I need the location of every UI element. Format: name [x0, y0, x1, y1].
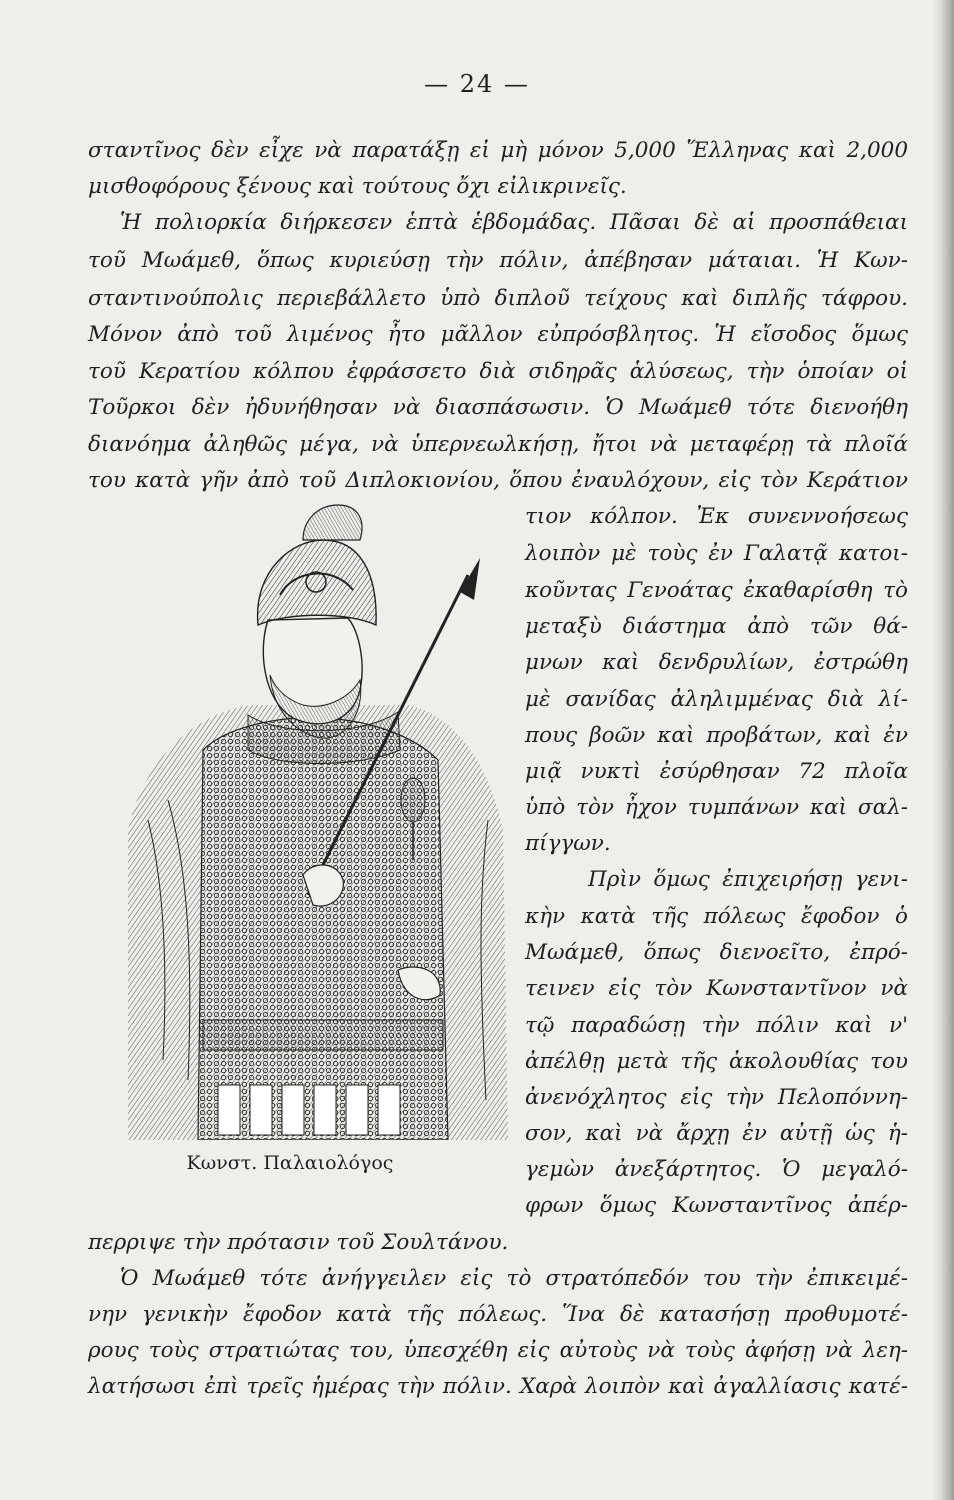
text-line: μνων καὶ δενδρυλίων, ἐστρώθη: [525, 650, 908, 675]
text-line: γεμὼν ἀνεξάρτητος. Ὁ μεγαλό-: [525, 1157, 908, 1182]
portrait-figure: [108, 500, 518, 1140]
text-line: σταντῖνος δὲν εἶχε νὰ παρατάξῃ εἰ μὴ μόνον 5,000 Ἕλληνας καὶ 2,000: [88, 138, 908, 163]
text-line: κὴν κατὰ τῆς πόλεως ἔφοδον ὁ: [525, 904, 908, 929]
text-line: Τοῦρκοι δὲν ἠδυνήθησαν νὰ διασπάσωσιν. Ὁ Μωάμεθ τότε διενοήθη: [88, 395, 908, 420]
engraved-portrait-icon: [108, 500, 518, 1140]
text-line: ἀνενόχλητος εἰς τὴν Πελοπόννη-: [525, 1085, 908, 1110]
text-line: ἀπέλθῃ μετὰ τῆς ἀκολουθίας του: [525, 1049, 908, 1074]
text-line: νην γενικὴν ἔφοδον κατὰ τῆς πόλεως. Ἵνα δὲ κατασήσῃ προθυμοτέ-: [88, 1302, 908, 1327]
text-line: Ὁ Μωάμεθ τότε ἀνήγγειλεν εἰς τὸ στρατόπεδόν του τὴν ἐπικειμέ-: [120, 1266, 908, 1291]
text-line: Πρὶν ὅμως ἐπιχειρήσῃ γενι-: [588, 867, 908, 892]
text-line: κοῦντας Γενοάτας ἐκαθαρίσθη τὸ: [525, 578, 908, 603]
text-line: λατήσωσι ἐπὶ τρεῖς ἡμέρας τὴν πόλιν. Χαρὰ λοιπὸν καὶ ἀγαλλίασις κατέ-: [88, 1374, 908, 1399]
text-line: τιον κόλπον. Ἐκ συνεννοήσεως: [525, 504, 908, 529]
text-line: μεταξὺ διάστημα ἀπὸ τῶν θά-: [525, 614, 908, 639]
text-line: τεινεν εἰς τὸν Κωνσταντῖνον νὰ: [525, 976, 908, 1001]
text-line: τῷ παραδώσῃ τὴν πόλιν καὶ ν': [525, 1013, 908, 1038]
text-line: Μόνον ἀπὸ τοῦ λιμένος ἦτο μᾶλλον εὐπρόσβλητος. Ἡ εἴσοδος ὅμως: [88, 322, 908, 347]
text-line: μιᾷ νυκτὶ ἐσύρθησαν 72 πλοῖα: [525, 759, 908, 784]
text-line: τοῦ Μωάμεθ, ὅπως κυριεύσῃ τὴν πόλιν, ἀπέβησαν μάταιαι. Ἡ Κων-: [88, 248, 908, 273]
text-line: λοιπὸν μὲ τοὺς ἐν Γαλατᾷ κατοι-: [525, 541, 908, 566]
text-line: πίγγων.: [525, 831, 611, 856]
text-line: Ἡ πολιορκία διήρκεσεν ἑπτὰ ἑβδομάδας. Πᾶσαι δὲ αἱ προσπάθειαι: [120, 210, 908, 235]
text-line: σον, καὶ νὰ ἄρχῃ ἐν αὐτῇ ὡς ἡ-: [525, 1121, 908, 1146]
page-number: — 24 —: [424, 70, 530, 98]
text-line: Μωάμεθ, ὅπως διενοεῖτο, ἐπρό-: [525, 940, 908, 965]
text-line: πους βοῶν καὶ προβάτων, καὶ ἐν: [525, 723, 908, 748]
text-line: του κατὰ γῆν ἀπὸ τοῦ Διπλοκιονίου, ὅπου ἐναυλόχουν, εἰς τὸν Κεράτιον: [88, 468, 908, 493]
text-line: μὲ σανίδας ἀληλιμμένας διὰ λί-: [525, 687, 908, 712]
text-line: ὑπὸ τὸν ἦχον τυμπάνων καὶ σαλ-: [525, 795, 908, 820]
text-line: περριψε τὴν πρότασιν τοῦ Σουλτάνου.: [88, 1230, 509, 1255]
text-line: μισθοφόρους ξένους καὶ τούτους ὄχι εἰλικρινεῖς.: [88, 174, 627, 199]
text-line: διανόημα ἀληθῶς μέγα, νὰ ὑπερνεωλκήσῃ, ἤτοι νὰ μεταφέρῃ τὰ πλοῖά: [88, 432, 908, 457]
text-line: τοῦ Κερατίου κόλπου ἐφράσσετο διὰ σιδηρᾶς ἁλύσεως, τὴν ὁποίαν οἱ: [88, 359, 908, 384]
text-line: ρους τοὺς στρατιώτας του, ὑπεσχέθη εἰς αὐτοὺς νὰ τοὺς ἀφήσῃ νὰ λεη-: [88, 1338, 908, 1363]
figure-caption: Κωνστ. Παλαιολόγος: [186, 1152, 394, 1174]
text-line: φρων ὅμως Κωνσταντῖνος ἀπέρ-: [525, 1193, 908, 1218]
page-edge-shadow: [932, 0, 954, 1500]
text-line: σταντινούπολις περιεβάλλετο ὑπὸ διπλοῦ τείχους καὶ διπλῆς τάφρου.: [88, 286, 908, 311]
